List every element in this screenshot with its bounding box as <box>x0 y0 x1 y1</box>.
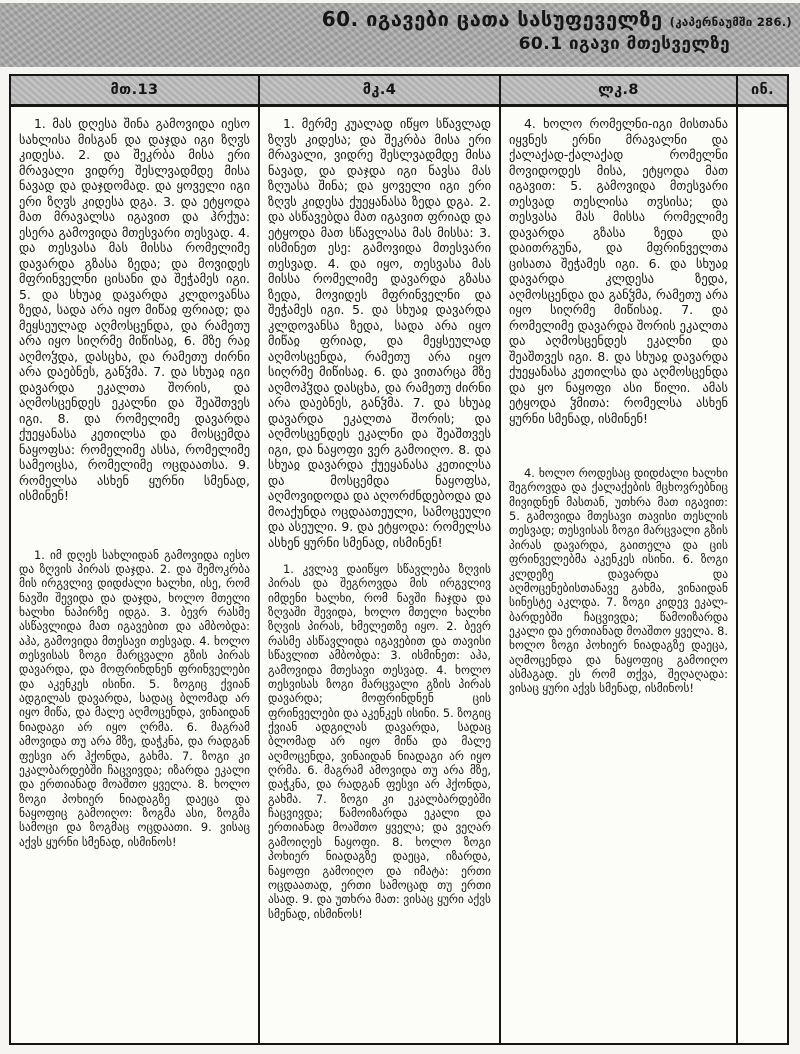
column-header-luke: ლკ.8 <box>501 76 736 107</box>
column-header-john: ინ. <box>738 76 787 107</box>
page-subtitle: 60.1 იგავი მთესველზე <box>518 34 730 54</box>
gospel-column-matthew <box>11 76 258 1043</box>
gospel-column-mark <box>258 76 499 1043</box>
title-row <box>0 7 792 31</box>
paragraph-old-georgian: 4. ხოლო რომელნი-იგი მისთანა იყვნეს ერნი მრავალნი და ქალაქად-ქალაქად რომელნი მოვიდოდეს მისა, ეტყოდა მათ იგავით: 5. გამოვიდა მთესვარი თესვად თესლისა თჳსისა; და თესვასა მას მისსა რომელიმე დავარდა გზასა ზედა და დაითრგუნა, და მფრინველთა ცისათა შეჭამეს იგი. 6. და სხუაჲ დავარდა კლდესა ზედა, აღმოსცენდა და განჴმა, რამეთუ არა იყო სიღრმე მიწისაჲ. 7. და რომელიმე დავარდა შორის ეკალთა და აღმოსცენდეს ეკალნი და შეაშთვეს იგი. 8. და სხუაჲ დავარდა ქუეყანასა კეთილსა და აღმოსცენდა და ყო ნაყოფი ასი წილი. ამას ეტყოდა ჴმითა: რომელსა ასხენ ყურნი სმენად, ისმინენ! <box>509 116 728 426</box>
column-header-mark: მკ.4 <box>260 76 499 107</box>
column-body-mark <box>260 107 499 1043</box>
column-body-john <box>738 107 787 1043</box>
paragraph-modern-georgian: 1. კვლავ დაიწყო სწავლება ზღვის პირას და შეგროვდა მის ირგვლივ იმდენი ხალხი, რომ ნავში ჩაჯდა და ზღვაში შევიდა, ხოლო მთელი ხალხი ზღვის პირას, ხმელეთზე იყო. 2. ბევრ რასმე ასწავლიდა იგავებით და თავისი სწავლით ამბობდა: 3. ისმინეთ: აჰა, გამოვიდა მთესავი თესვად. 4. ხოლო თესვისას ზოგი მარცვალი გზის პირას დავარდა; მოფრინდნენ ცის ფრინველები და აკენკეს ისინი. 5. ზოგიც ქვიან ადგილას დავარდა, სადაც ბლომად არ იყო მიწა და მალე აღმოცენდა, ვინაიდან ნიადაგი არ იყო ღრმა. 6. მაგრამ ამოვიდა თუ არა მზე, დაჭკნა, და რადგან ფესვი არ ჰქონდა, გახმა. 7. ზოგი კი ეკალბარდებში ჩაცვივდა; წამოიზარდა ეკალი და ერთიანად მოაშთო ყველა; და ვეღარ გამოიღეს ნაყოფი. 8. ხოლო ზოგი პოხიერ ნიადაგზე დაეცა, იზარდა, ნაყოფი გამოიღო და იმატა: ერთი ოცდაათად, ერთი სამოცად თუ ერთი ასად. 9. და უთხრა მათ: ვისაც ყური აქვს სმენად, ისმინოს! <box>268 562 491 921</box>
gospel-column-luke <box>499 76 736 1043</box>
page-title: 60. იგავები ცათა სასუფეველზე <box>321 7 663 31</box>
page-title-note: (კაპერნაუმში 286.) <box>669 15 792 29</box>
title-band <box>0 3 800 67</box>
subtitle-row <box>0 34 792 54</box>
paragraph-modern-georgian: 1. იმ დღეს სახლიდან გამოვიდა იესო და ზღვის პირას დაჯდა. 2. და შემოკრბა მის ირგვლივ დიდძალი ხალხი, ისე, რომ ნავში შევიდა და დაჯდა, ხოლო მთელი ხალხი ნაპირზე იდგა. 3. ბევრ რასმე ასწავლიდა მათ იგავებით და ამბობდა: აჰა, გამოვიდა მთესავი თესვად. 4. ხოლო თესვისას ზოგი მარცვალი გზის პირას დავარდა, და მოფრინდნენ ფრინველები და აკენკეს ისინი. 5. ზოგიც ქვიან ადგილას დავარდა, სადაც ბლომად არ იყო მიწა, და მალე აღმოცენდა, ვინაიდან ნიადაგი არ იყო ღრმა. 6. მაგრამ ამოვიდა თუ არა მზე, დაჭკნა, და რადგან ფესვი არ ჰქონდა, გახმა. 7. ზოგი კი ეკალბარდებში ჩაცვივდა; იზარდა ეკალი და ერთიანად მოაშთო ყველა. 8. ხოლო ზოგი პოხიერ ნიადაგზე დაეცა და ნაყოფიც გამოიღო: ზოგმა ასი, ზოგმა სამოცი და ზოგმაც ოცდაათი. 9. ვისაც აქვს ყურნი სმენად, ისმინოს! <box>19 547 250 849</box>
column-body-matthew <box>11 107 258 1043</box>
paragraph-old-georgian: 1. მას დღესა შინა გამოვიდა იესო სახლისა მისგან და დაჯდა იგი ზღჳს კიდესა. 2. და შეკრბა მისა ერი მრავალი ვიდრე შესლვადმდე მისა ნავად და დაჯდომად. და ყოველი იგი ერი ზღჳს კიდესა დგა. 3. და ეტყოდა მათ მრავალსა იგავით და ჰრქუა: ესერა გამოვიდა მთესვარი თესვად. 4. და თესვასა მას მისსა რომელიმე დავარდა გზასა ზედა; და მოვიდეს მფრინველნი ცისანი და შეჭამეს იგი. 5. და სხუაჲ დავარდა კლდოვანსა ზედა, სადა არა იყო მიწაჲ ფრიად; და მეყსეულად აღმოსცენდა, და რამეთუ არა იყო სიღრმე მიწისაჲ, 6. მზე რაჲ აღმოჴდა, დასცხა, და რამეთუ ძირნი არა დაებნეს, განჴმა. 7. და სხუაჲ იგი დავარდა ეკალთა შორის, და აღმოსცენდეს ეკალნი და შეაშთვეს იგი. 8. და რომელიმე დავარდა ქუეყანასა კეთილსა და მოსცემდა ნაყოფსა: რომელიმე ასსა, რომელიმე სამეოცსა, რომელიმე ოცდაათსა. 9. რომელსა ასხენ ყურნი სმენად, ისმინენ! <box>19 116 250 503</box>
paragraph-old-georgian: 1. მერმე კუალად იწყო სწავლად ზღჳს კიდესა; და შეკრბა მისა ერი მრავალი, ვიდრე შესლვადმდე მისა ნავად, და დაჯდა იგი ნავსა მას ზღუასა შინა; და ყოველი იგი ერი ზღჳს კიდესა ქუეყანასა ზედა დგა. 2. და ასწავებდა მათ იგავით ფრიად და ეტყოდა მათ სწავლასა მას მისსა: 3. ისმინეთ ესე: გამოვიდა მთესვარი თესვად. 4. და იყო, თესვასა მას მისსა რომელიმე დავარდა გზასა ზედა, მოვიდეს მფრინველნი და შეჭამეს იგი. 5. და სხუაჲ დავარდა კლდოვანსა ზედა, სადა არა იყო მიწაჲ ფრიად, და მეყსეულად აღმოსცენდა, რამეთუ არა იყო სიღრმე მიწისაჲ. 6. და ვითარცა მზე აღმოჰჴდა დასცხა, და რამეთუ ძირნი არა დაებნეს, განჴმა. 7. და სხუაჲ დავარდა ეკალთა შორის; და აღმოსცენდეს ეკალნი და შეაშთვეს იგი, და ნაყოფი ვერ გამოიღო. 8. და სხუაჲ დავარდა ქუეყანასა კეთილსა და მოსცემდა ნაყოფსა, აღმოვიდოდა და აღორძნდებოდა და მოაქუნდა ოცდაათეული, სამოცეული და ასეული. 9. და ეტყოდა: რომელსა ასხენ ყურნი სმენად, ისმინენ! <box>268 116 491 550</box>
synopsis-table <box>9 74 789 1045</box>
paragraph-modern-georgian: 4. ხოლო როდესაც დიდძალი ხალხი შეგროვდა და ქალაქების მცხოვრებნიც მივიდნენ მასთან, უთხრა მათ იგავით: 5. გამოვიდა მთესავი თავისი თესლის თესვად; თესვისას ზოგი მარცვალი გზის პირას დავარდა, გაითელა და ცის ფრინველებმა აკენკეს ისინი. 6. ზოგი კლდეზე დავარდა და აღმოცენებისთანავე გახმა, ვინაიდან სინესტე აკლდა. 7. ზოგი კიდევ ეკალ-ბარდებში ჩაცვივდა; წამოიზარდა ეკალი და ერთიანად მოაშთო ყველა. 8. ხოლო ზოგი პოხიერ ნიადაგზე დაეცა, აღმოცენდა და ნაყოფიც გამოიღო ასმაგად. ეს რომ თქვა, შეღაღადა: ვისაც ყური აქვს სმენად, ისმინოს! <box>509 466 728 696</box>
gospel-column-john <box>736 76 787 1043</box>
column-body-luke <box>501 107 736 1043</box>
column-header-matthew: მთ.13 <box>11 76 258 107</box>
